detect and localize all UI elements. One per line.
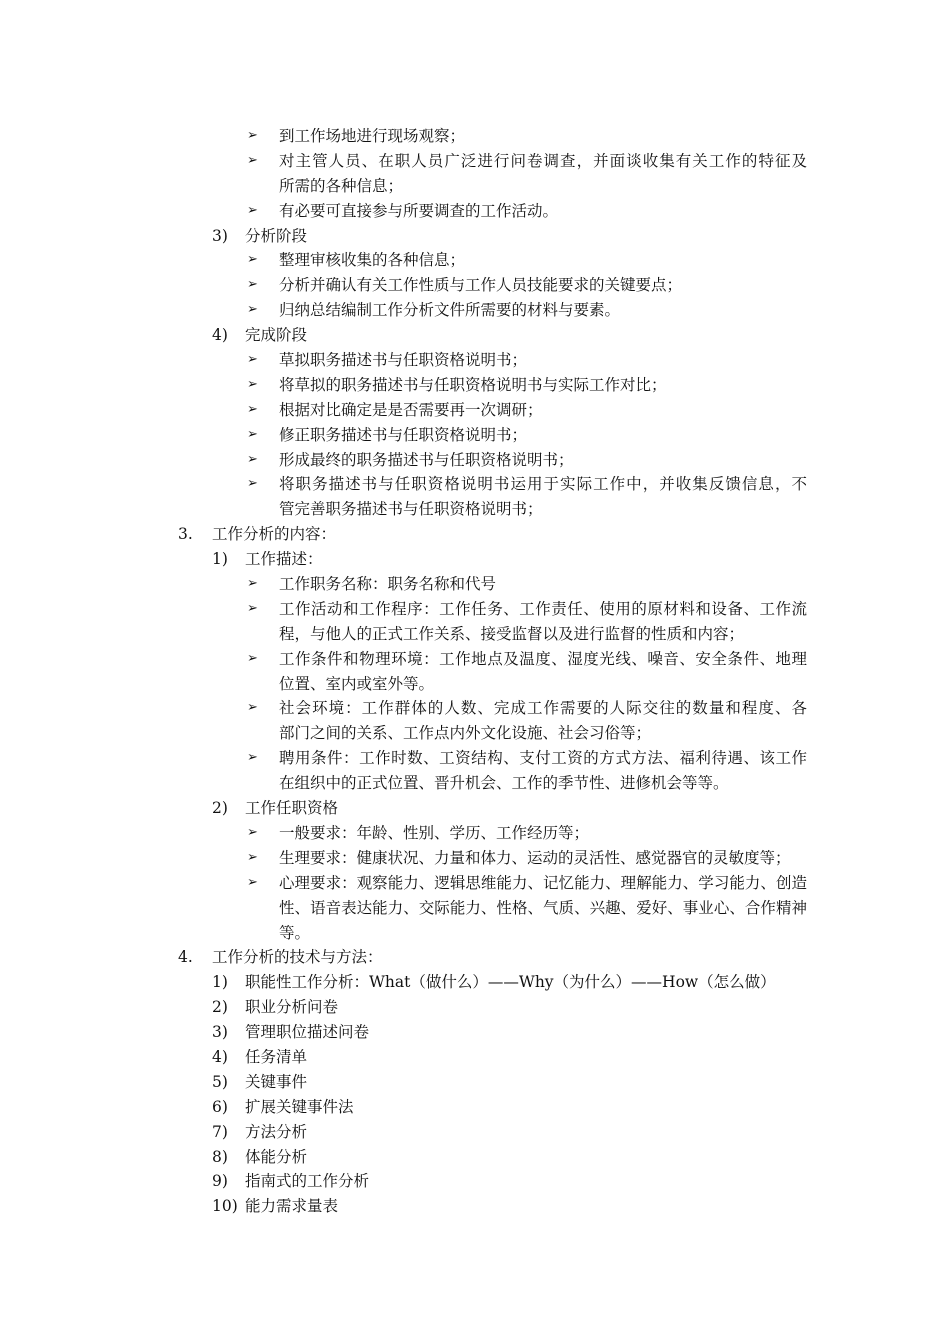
list-text: 形成最终的职务描述书与任职资格说明书；: [279, 450, 574, 469]
list-text: 心理要求：观察能力、逻辑思维能力、记忆能力、理解能力、学习能力、创造: [279, 873, 807, 892]
arrow-bullet-icon: ➢: [247, 451, 258, 467]
list-number: 2): [212, 799, 228, 818]
list-number: 4): [212, 1047, 228, 1066]
numbered-item: [0, 224, 950, 249]
bullet-item: [0, 647, 950, 672]
list-text: 修正职务描述书与任职资格说明书；: [279, 425, 528, 444]
list-text: 分析并确认有关工作性质与工作人员技能要求的关键要点；: [279, 276, 683, 295]
list-number: 3): [212, 1023, 228, 1042]
list-text: 关键事件: [245, 1072, 308, 1091]
bullet-item: [0, 348, 950, 373]
list-item-continuation: [0, 174, 950, 199]
arrow-bullet-icon: ➢: [247, 277, 258, 293]
bullet-item: [0, 273, 950, 298]
list-text: 管理职位描述问卷: [245, 1023, 370, 1042]
list-number: 1): [212, 973, 228, 992]
arrow-bullet-icon: ➢: [247, 426, 258, 442]
arrow-bullet-icon: ➢: [247, 650, 258, 666]
arrow-bullet-icon: ➢: [247, 401, 258, 417]
list-item-continuation: [0, 921, 950, 946]
list-item-continuation: [0, 497, 950, 522]
list-text: 体能分析: [245, 1147, 308, 1166]
bullet-item: [0, 448, 950, 473]
arrow-bullet-icon: ➢: [247, 476, 258, 492]
bullet-item: [0, 199, 950, 224]
arrow-bullet-icon: ➢: [247, 750, 258, 766]
numbered-item: [0, 1169, 950, 1194]
bullet-item: [0, 846, 950, 871]
list-text: 工作分析的技术与方法：: [212, 948, 383, 967]
bullet-item: [0, 423, 950, 448]
bullet-item: [0, 124, 950, 149]
list-text: 职能性工作分析：What（做什么）——Why（为什么）——How（怎么做）: [245, 973, 776, 992]
bullet-item: [0, 746, 950, 771]
list-text: 草拟职务描述书与任职资格说明书；: [279, 351, 528, 370]
bullet-item: [0, 149, 950, 174]
list-text: 所需的各种信息；: [279, 176, 404, 195]
list-text: 整理审核收集的各种信息；: [279, 251, 466, 270]
list-text: 工作活动和工作程序：工作任务、工作责任、使用的原材料和设备、工作流: [279, 599, 807, 618]
numbered-item: [0, 547, 950, 572]
list-text: 程，与他人的正式工作关系、接受监督以及进行监督的性质和内容；: [279, 624, 745, 643]
list-item-continuation: [0, 896, 950, 921]
arrow-bullet-icon: ➢: [247, 700, 258, 716]
list-number: 5): [212, 1072, 228, 1091]
list-item-continuation: [0, 622, 950, 647]
numbered-item: [0, 1020, 950, 1045]
numbered-item: [0, 970, 950, 995]
bullet-item: [0, 373, 950, 398]
arrow-bullet-icon: ➢: [247, 376, 258, 392]
arrow-bullet-icon: ➢: [247, 202, 258, 218]
list-number: 6): [212, 1097, 228, 1116]
list-text: 完成阶段: [245, 326, 308, 345]
arrow-bullet-icon: ➢: [247, 600, 258, 616]
list-text: 一般要求：年龄、性别、学历、工作经历等；: [279, 823, 590, 842]
list-text: 任务清单: [245, 1047, 308, 1066]
arrow-bullet-icon: ➢: [247, 576, 258, 592]
list-number: 2): [212, 998, 228, 1017]
numbered-item: [0, 1095, 950, 1120]
list-number: 3.: [178, 525, 193, 544]
list-text: 工作描述：: [245, 550, 323, 569]
numbered-item: [0, 1120, 950, 1145]
arrow-bullet-icon: ➢: [247, 302, 258, 318]
list-text: 等。: [279, 923, 311, 942]
list-text: 位置、室内或室外等。: [279, 674, 435, 693]
list-item-continuation: [0, 721, 950, 746]
list-text: 将职务描述书与任职资格说明书运用于实际工作中，并收集反馈信息，不: [279, 475, 807, 494]
list-number: 4.: [178, 948, 193, 967]
list-number: 7): [212, 1122, 228, 1141]
bullet-item: [0, 248, 950, 273]
list-text: 分析阶段: [245, 226, 308, 245]
list-text: 聘用条件：工作时数、工资结构、支付工资的方式方法、福利待遇、该工作: [279, 749, 807, 768]
list-text: 能力需求量表: [245, 1197, 339, 1216]
bullet-item: [0, 298, 950, 323]
list-text: 职业分析问卷: [245, 998, 339, 1017]
list-text: 部门之间的关系、工作点内外文化设施、社会习俗等；: [279, 724, 652, 743]
list-number: 10): [212, 1197, 238, 1216]
list-item-continuation: [0, 672, 950, 697]
arrow-bullet-icon: ➢: [247, 128, 258, 143]
list-text: 扩展关键事件法: [245, 1097, 354, 1116]
list-text: 指南式的工作分析: [245, 1172, 370, 1191]
bullet-item: [0, 597, 950, 622]
bullet-item: [0, 572, 950, 597]
numbered-item: [0, 995, 950, 1020]
list-text: 将草拟的职务描述书与任职资格说明书与实际工作对比；: [279, 375, 667, 394]
list-text: 性、语音表达能力、交际能力、性格、气质、兴趣、爱好、事业心、合作精神: [279, 898, 807, 917]
bullet-item: [0, 398, 950, 423]
numbered-item: [0, 1145, 950, 1170]
document-page: [0, 124, 950, 1219]
list-text: 管完善职务描述书与任职资格说明书；: [279, 500, 543, 519]
list-text: 方法分析: [245, 1122, 308, 1141]
bullet-item: [0, 696, 950, 721]
list-text: 到工作场地进行现场观察；: [279, 127, 466, 145]
list-text: 工作任职资格: [245, 799, 339, 818]
list-number: 8): [212, 1147, 228, 1166]
arrow-bullet-icon: ➢: [247, 874, 258, 890]
numbered-item: [0, 323, 950, 348]
list-item-continuation: [0, 771, 950, 796]
arrow-bullet-icon: ➢: [247, 352, 258, 368]
list-number: 4): [212, 326, 228, 345]
section-heading: [0, 945, 950, 970]
list-text: 对主管人员、在职人员广泛进行问卷调查，并面谈收集有关工作的特征及: [279, 151, 807, 170]
list-text: 社会环境：工作群体的人数、完成工作需要的人际交往的数量和程度、各: [279, 699, 807, 718]
numbered-item: [0, 1070, 950, 1095]
list-number: 9): [212, 1172, 228, 1191]
section-heading: [0, 522, 950, 547]
list-number: 3): [212, 226, 228, 245]
arrow-bullet-icon: ➢: [247, 152, 258, 168]
arrow-bullet-icon: ➢: [247, 849, 258, 865]
list-text: 生理要求：健康状况、力量和体力、运动的灵活性、感觉器官的灵敏度等；: [279, 848, 791, 867]
numbered-item: [0, 1045, 950, 1070]
numbered-item: [0, 796, 950, 821]
arrow-bullet-icon: ➢: [247, 252, 258, 268]
list-text: 有必要可直接参与所要调查的工作活动。: [279, 201, 559, 220]
list-text: 归纳总结编制工作分析文件所需要的材料与要素。: [279, 301, 621, 320]
list-number: 1): [212, 550, 228, 569]
list-text: 工作职务名称：职务名称和代号: [279, 575, 497, 594]
list-text: 根据对比确定是是否需要再一次调研；: [279, 400, 543, 419]
list-text: 工作分析的内容：: [212, 525, 337, 544]
arrow-bullet-icon: ➢: [247, 824, 258, 840]
bullet-item: [0, 821, 950, 846]
numbered-item: [0, 1194, 950, 1219]
bullet-item: [0, 472, 950, 497]
list-text: 在组织中的正式位置、晋升机会、工作的季节性、进修机会等等。: [279, 774, 729, 793]
list-text: 工作条件和物理环境：工作地点及温度、湿度光线、噪音、安全条件、地理: [279, 649, 807, 668]
bullet-item: [0, 871, 950, 896]
